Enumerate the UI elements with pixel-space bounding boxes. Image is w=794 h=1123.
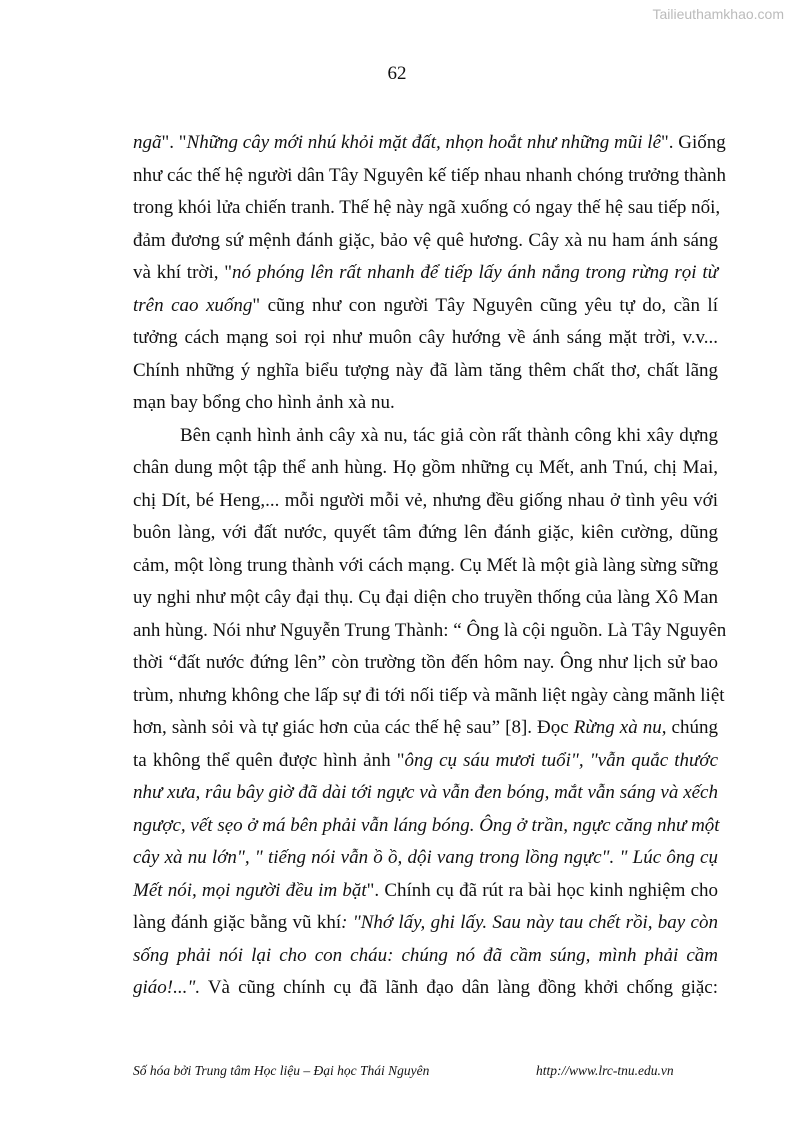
text-segment: và khí trời, " — [133, 262, 233, 283]
italic-segment: Mết nói, mọi người đều im bặt — [133, 879, 367, 901]
italic-segment: sống phải nói lại cho con cháu: chúng nó đã cầm súng, mình phải cầm — [133, 944, 718, 966]
watermark-text: Tailieuthamkhao.com — [652, 6, 784, 22]
text-segment: trong khói lửa chiến tranh. Thế hệ này ngã xuống có ngay thế hệ sau tiếp nối, — [133, 197, 721, 218]
text-line — [133, 355, 718, 388]
footer-source: Số hóa bởi Trung tâm Học liệu – Đại học Thái Nguyên — [133, 1063, 430, 1078]
text-segment: ". Giống — [661, 132, 726, 153]
footer-url: http://www.lrc-tnu.edu.vn — [536, 1063, 674, 1078]
text-segment: ". Chính cụ đã rút ra bài học kinh nghiệm cho — [366, 879, 719, 901]
text-line — [133, 712, 718, 745]
italic-segment: cây xà nu lớn", " tiếng nói vẫn ồ ồ, dội vang trong lồng ngực". " Lúc ông cụ — [133, 847, 718, 868]
text-segment: chị Dít, bé Heng,... mỗi người mỗi vẻ, nhưng đều giống nhau ở tình yêu với — [133, 489, 718, 511]
text-segment: chân dung một tập thể anh hùng. Họ gồm những cụ Mết, anh Tnú, chị Mai, — [133, 457, 718, 478]
italic-segment: : "Nhớ lấy, ghi lấy. Sau này tau chết rồi, bay còn — [341, 912, 718, 933]
text-line — [133, 907, 718, 940]
italic-segment: Những cây mới nhú khỏi mặt đất, nhọn hoắt như những mũi lê — [186, 132, 662, 153]
text-segment: Bên cạnh hình ảnh cây xà nu, tác giả còn rất thành công khi xây dựng — [180, 424, 718, 446]
text-line — [133, 322, 718, 355]
italic-segment: ngã — [133, 132, 162, 153]
text-line — [133, 842, 718, 875]
text-segment: , chúng — [661, 717, 718, 738]
text-line — [133, 582, 718, 615]
text-line — [133, 160, 727, 193]
body-text — [133, 127, 727, 1005]
italic-segment: trên cao xuống — [133, 294, 253, 316]
text-segment: tưởng cách mạng soi rọi như muôn cây hướng về ánh sáng mặt trời, v.v... — [133, 327, 718, 348]
text-segment: buôn làng, với đất nước, quyết tâm đứng lên đánh giặc, kiên cường, dũng — [133, 522, 718, 543]
text-segment: Và cũng chính cụ đã lãnh đạo dân làng đồng khởi chống giặc: — [200, 977, 718, 998]
text-segment: đảm đương sứ mệnh đánh giặc, bảo vệ quê hương. Cây xà nu ham ánh sáng — [133, 229, 718, 251]
text-segment: cảm, một lòng trung thành với cách mạng. Cụ Mết là một già làng sừng sững — [133, 554, 719, 576]
text-line — [133, 225, 718, 258]
italic-segment: Rừng xà nu — [573, 717, 662, 738]
text-line — [133, 517, 718, 550]
text-line — [133, 875, 718, 908]
text-line — [133, 550, 718, 583]
text-line — [133, 940, 718, 973]
text-segment: uy nghi như một cây đại thụ. Cụ đại diện cho truyền thống của làng Xô Man — [133, 587, 718, 608]
text-segment: Chính những ý nghĩa biểu tượng này đã làm tăng thêm chất thơ, chất lãng — [133, 359, 718, 381]
italic-segment: ông cụ sáu mươi tuổi", "vẫn quắc thước — [404, 749, 718, 771]
text-segment: thời “đất nước đứng lên” còn trường tồn đến hôm nay. Ông như lịch sử bao — [133, 652, 718, 673]
text-segment: " cũng như con người Tây Nguyên cũng yêu tự do, cần lí — [252, 294, 718, 316]
text-line — [133, 777, 718, 810]
text-segment: ". " — [161, 132, 187, 153]
text-line — [133, 972, 718, 1005]
text-line — [133, 420, 718, 453]
text-segment: mạn bay bổng cho hình ảnh xà nu. — [133, 392, 395, 413]
text-segment: làng đánh giặc bằng vũ khí — [133, 912, 342, 933]
text-line — [133, 290, 718, 323]
text-line — [133, 127, 726, 160]
italic-segment: ngược, vết sẹo ở má bên phải vẫn láng bóng. Ông ở trần, ngực căng như một — [133, 814, 720, 836]
page-number: 62 — [387, 63, 407, 84]
text-line — [133, 647, 718, 680]
text-segment: ta không thể quên được hình ảnh " — [133, 749, 405, 771]
text-segment: trùm, nhưng không che lấp sự đi tới nối tiếp và mãnh liệt ngày càng mãnh liệt — [133, 684, 725, 706]
text-segment: hơn, sành sỏi và tự giác hơn của các thế hệ sau” [8]. Đọc — [133, 717, 574, 738]
text-line — [133, 615, 727, 648]
text-line — [133, 745, 718, 778]
text-segment: anh hùng. Nói như Nguyễn Trung Thành: “ Ông là cội nguồn. Là Tây Nguyên — [133, 619, 727, 641]
italic-segment: như xưa, râu bây giờ đã dài tới ngực và vẫn đen bóng, mắt vẫn sáng và xếch — [133, 782, 718, 803]
text-line — [133, 257, 718, 290]
text-line — [133, 192, 721, 225]
italic-segment: giáo!...". — [133, 977, 201, 998]
text-line — [133, 680, 725, 713]
text-line — [133, 452, 718, 485]
text-segment: như các thế hệ người dân Tây Nguyên kế tiếp nhau nhanh chóng trưởng thành — [133, 164, 727, 186]
text-line — [133, 485, 718, 518]
text-line — [133, 810, 718, 843]
text-line — [133, 387, 718, 420]
italic-segment: nó phóng lên rất nhanh để tiếp lấy ánh nắng trong rừng rọi từ — [232, 262, 718, 283]
